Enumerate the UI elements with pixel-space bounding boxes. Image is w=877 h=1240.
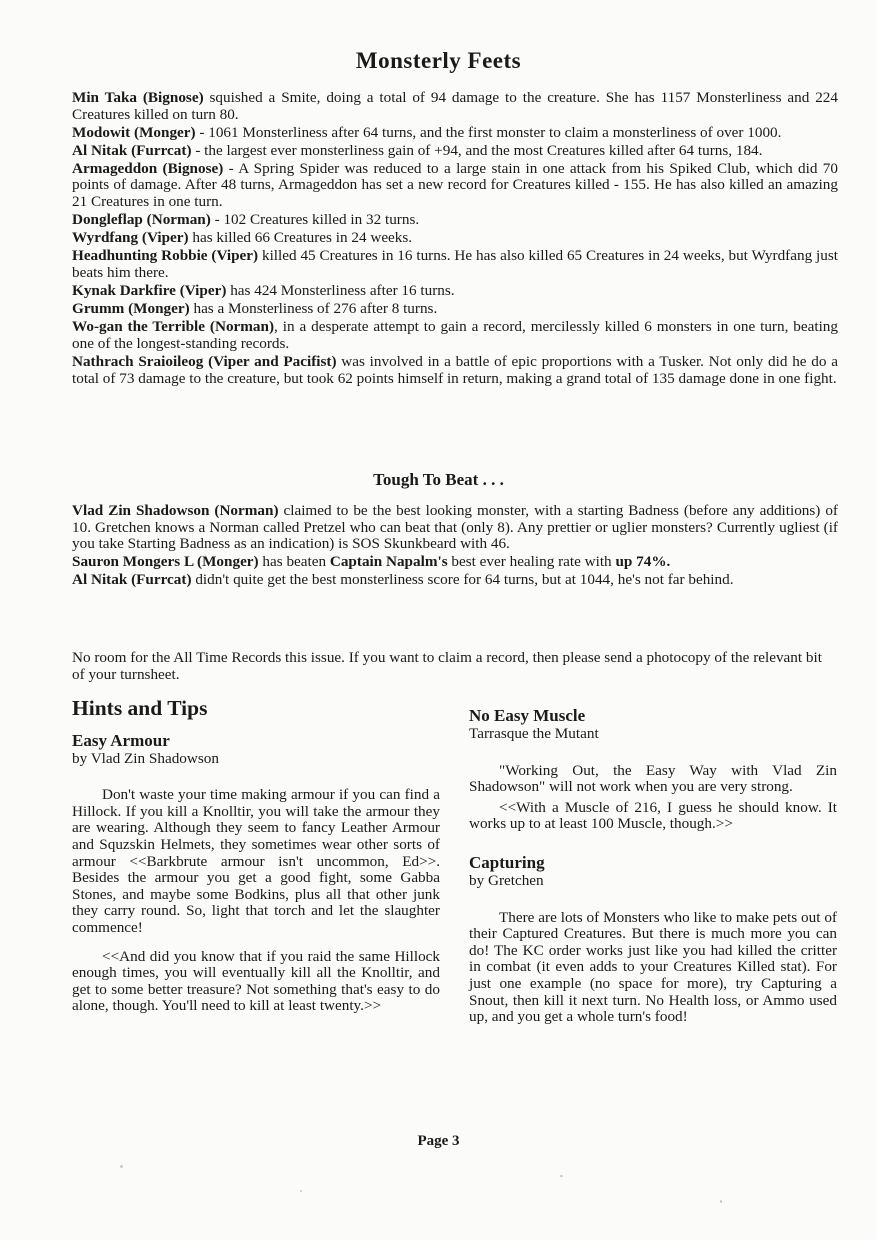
record-text: squished a Smite, doing a total of 94 damage to the creature. She has 1157 Monsterliness and 224 Creatures killed on turn 80.	[72, 89, 838, 123]
record-text: killed 45 Creatures in 16 turns. He has also killed 65 Creatures in 24 weeks, but Wyrdfang just beats him there.	[72, 247, 838, 281]
record-holder: Modowit (Monger)	[72, 123, 196, 141]
record-text: didn't quite get the best monsterliness score for 64 turns, but at 1044, he's not far behind.	[191, 571, 734, 589]
record-holder: Captain Napalm's	[329, 553, 448, 571]
article-title: No Easy Muscle	[469, 706, 586, 725]
scan-speck	[560, 1175, 563, 1177]
record-text: best ever healing rate with	[447, 553, 616, 571]
article-title: Easy Armour	[72, 730, 170, 750]
records-list	[72, 90, 838, 389]
record-holder: Wo-gan the Terrible (Norman)	[72, 318, 275, 336]
record-holder: Wyrdfang (Viper)	[72, 229, 189, 247]
record-text: - 102 Creatures killed in 32 turns.	[210, 211, 420, 229]
records-note: No room for the All Time Records this issue. If you want to claim a record, then please send a photocopy of the relevant bit of your turnsheet.	[72, 649, 822, 683]
record-holder: Min Taka (Bignose)	[72, 89, 204, 106]
editor-note-paragraph: <<And did you know that if you raid the same Hillock enough times, you will eventually kill all the Knolltir, and get to some better treasure? Not something that's easy to do alone, though. You'll need to kill at least twenty.>>	[72, 947, 440, 1015]
article-byline: by Gretchen	[469, 871, 544, 889]
record-value: up 74%.	[615, 553, 671, 571]
record-text: has 424 Monsterliness after 16 turns.	[226, 282, 455, 300]
record-entry	[72, 319, 838, 352]
record-holder: Kynak Darkfire (Viper)	[72, 282, 227, 300]
record-holder: Vlad Zin Shadowson (Norman)	[72, 502, 279, 519]
hints-heading: Hints and Tips	[72, 696, 208, 720]
scan-speck	[120, 1165, 123, 1168]
record-holder: Grumm (Monger)	[72, 300, 190, 318]
hints-column	[72, 696, 440, 1019]
scan-speck	[720, 1200, 722, 1203]
record-entry	[72, 554, 838, 571]
record-entry	[72, 143, 838, 160]
right-column	[469, 706, 837, 1030]
article-byline: by Vlad Zin Shadowson	[72, 749, 219, 767]
record-holder: Nathrach Sraioileog (Viper and Pacifist)	[72, 352, 337, 370]
record-entry	[72, 161, 838, 211]
article-paragraph: "Working Out, the Easy Way with Vlad Zin Shadowson" will not work when you are very strong.	[469, 761, 837, 796]
article-byline: Tarrasque the Mutant	[469, 725, 599, 742]
tough-to-beat-heading: Tough To Beat . . .	[373, 470, 504, 489]
record-entry	[72, 354, 838, 387]
scan-speck	[300, 1190, 302, 1192]
record-text: - the largest ever monsterliness gain of +94, and the most Creatures killed after 64 turns, 184.	[191, 141, 763, 159]
record-entry	[72, 283, 838, 300]
record-text: has killed 66 Creatures in 24 weeks.	[188, 229, 413, 247]
record-entry	[72, 125, 838, 142]
record-entry	[72, 90, 838, 123]
page-title: Monsterly Feets	[355, 48, 522, 73]
record-entry	[72, 301, 838, 318]
record-text: has a Monsterliness of 276 after 8 turns.	[189, 300, 438, 318]
record-text: , in a desperate attempt to gain a record, mercilessly killed 6 monsters in one turn, beating one of the longest-standing records.	[72, 318, 838, 352]
article-paragraph: There are lots of Monsters who like to make pets out of their Captured Creatures. But there is much more you can do! The KC order works just like you had killed the critter in combat (it even adds to your Creatures Killed stat). For just one example (no space for more), try Capturing a Snout, then kill it next turn. No Health loss, or Ammo used up, and you get a whole turn's food!	[469, 908, 837, 1026]
record-holder: Dongleflap (Norman)	[72, 211, 211, 229]
record-entry	[72, 230, 838, 247]
record-holder: Al Nitak (Furrcat)	[72, 571, 192, 589]
record-entry	[72, 503, 838, 553]
record-entry	[72, 572, 838, 589]
record-holder: Armageddon (Bignose)	[72, 159, 224, 177]
record-holder: Headhunting Robbie (Viper)	[72, 247, 259, 265]
record-text: - A Spring Spider was reduced to a large stain in one attack from his Spiked Club, which did 70 points of damage. After 48 turns, Armageddon has set a new record for Creatures killed - 155. He has also killed an amazing 21 Creatures in one turn.	[72, 159, 838, 211]
record-holder: Sauron Mongers L (Monger)	[72, 553, 259, 571]
record-text: - 1061 Monsterliness after 64 turns, and the first monster to claim a monsterliness of over 1000.	[195, 123, 782, 141]
tough-to-beat-section	[72, 503, 838, 590]
record-text: was involved in a battle of epic proportions with a Tusker. Not only did he do a total of 73 damage to the creature, but took 62 points himself in return, making a grand total of 135 damage done in one fight.	[72, 352, 838, 387]
record-text: has beaten	[258, 553, 330, 571]
article-title: Capturing	[469, 852, 545, 872]
editor-note-paragraph: <<With a Muscle of 216, I guess he should know. It works up to at least 100 Muscle, though.>>	[469, 798, 837, 833]
record-holder: Al Nitak (Furrcat)	[72, 141, 192, 159]
record-entry	[72, 212, 838, 229]
page-number: Page 3	[417, 1133, 460, 1149]
record-text: claimed to be the best looking monster, with a starting Badness (before any additions) of 10. Gretchen knows a Norman called Pretzel who can beat that (only 8). Any prettier or uglier monsters? Currently ugliest (if you take Starting Badness as an indication) is SOS Skunkbeard with 46.	[72, 502, 838, 553]
record-entry	[72, 248, 838, 281]
article-paragraph: Don't waste your time making armour if you can find a Hillock. If you kill a Knolltir, you will take the armour they are wearing. Although they seem to fancy Leather Armour and Squzskin Helmets, they sometimes wear other sorts of armour <<Barkbrute armour isn't uncommon, Ed>>. Besides the armour you get a good fight, some Gabba Stones, and maybe some Bodkins, plus all that other junk they carry round. So, light that torch and let the slaughter commence!	[72, 786, 440, 936]
